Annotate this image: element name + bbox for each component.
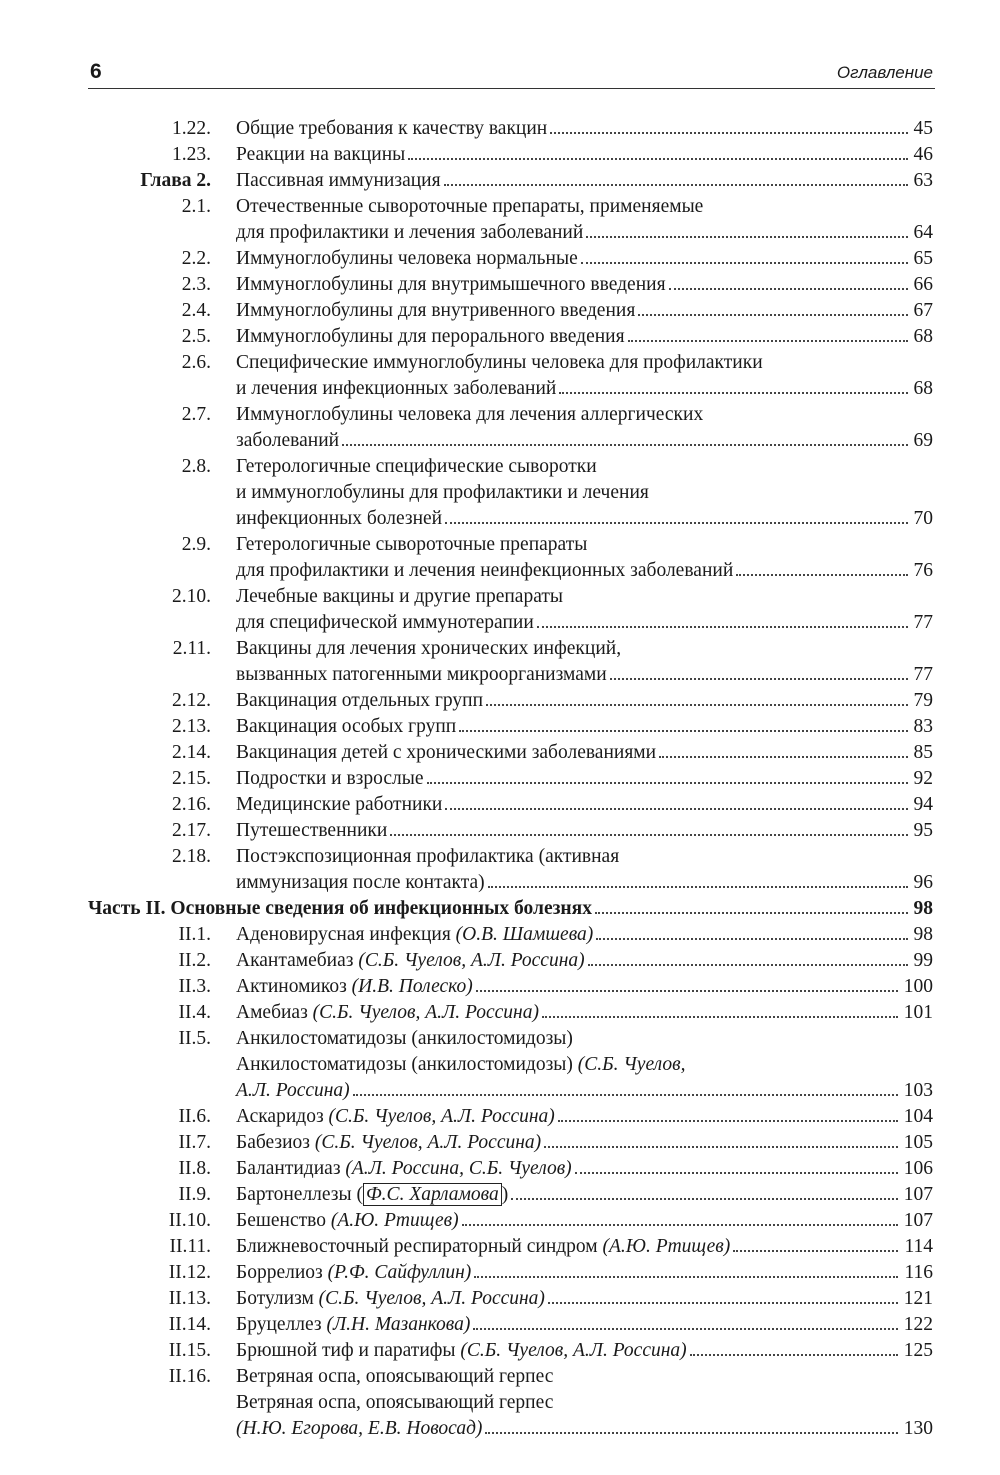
toc-entry-page: 45 (913, 118, 933, 139)
toc-entry-page: 107 (903, 1210, 933, 1231)
toc-entry-last-line (236, 714, 933, 740)
toc-entry-page: 114 (904, 1236, 933, 1257)
toc-entry-body (236, 142, 933, 168)
running-header (88, 60, 935, 89)
toc-entry-number: II.16. (168, 1366, 211, 1387)
toc-entry-page: 104 (903, 1106, 933, 1127)
toc-entry-body (236, 402, 933, 454)
toc-entry-last-line (236, 1130, 933, 1156)
toc-entry-page: 85 (913, 742, 933, 763)
toc-entry-title: Реакции на вакцины (236, 144, 406, 165)
toc-entry-page: 100 (903, 976, 933, 997)
dot-leader (586, 236, 907, 238)
toc-entry-title: Аскаридоз (С.Б. Чуелов, А.Л. Россина) (236, 1106, 555, 1127)
dot-leader (669, 288, 908, 290)
toc-entry-author: А.Л. Россина) (236, 1080, 350, 1101)
toc-entry (88, 142, 933, 168)
dot-leader (550, 132, 907, 134)
toc-entry-body (236, 1026, 933, 1104)
toc-entry-page: 103 (903, 1080, 933, 1101)
toc-entry-title: Вакцинация особых групп (236, 716, 457, 737)
toc-entry-title: Бруцеллез (Л.Н. Мазанкова) (236, 1314, 471, 1335)
toc-entry (88, 922, 933, 948)
toc-entry-page: 77 (913, 612, 933, 633)
toc-entry-title: Бешенство (А.Ю. Ртищев) (236, 1210, 459, 1231)
dot-leader (408, 158, 907, 160)
toc-entry (88, 792, 933, 818)
toc-entry-page: 98 (913, 898, 933, 919)
toc-entry-body (236, 324, 933, 350)
toc-entry-page: 79 (913, 690, 933, 711)
toc-entry-page: 66 (913, 274, 933, 295)
toc-entry-number: 1.23. (172, 144, 211, 165)
toc-entry (88, 402, 933, 454)
dot-leader (445, 522, 907, 524)
toc-entry-title: Часть II. Основные сведения об инфекционных болезнях (88, 898, 592, 919)
toc-entry-title: Медицинские работники (236, 794, 443, 815)
toc-entry-last-line (236, 142, 933, 168)
toc-entry-title: Боррелиоз (Р.Ф. Сайфуллин) (236, 1262, 472, 1283)
dot-leader (544, 1146, 898, 1148)
toc-entry-number: 2.7. (181, 404, 211, 425)
toc-entry-last-line (236, 1234, 933, 1260)
toc-entry-number: 2.12. (172, 690, 211, 711)
toc-entry-last-line (88, 896, 933, 922)
toc-entry-line: Гетерологичные специфические сыворотки (236, 456, 597, 477)
toc-entry-number: 2.18. (172, 846, 211, 867)
toc-entry-title: иммунизация после контакта) (236, 872, 485, 893)
toc-entry-page: 99 (913, 950, 933, 971)
toc-entry-body (236, 1000, 933, 1026)
toc-entry-body (236, 454, 933, 532)
toc-entry-body (236, 818, 933, 844)
section-title: Оглавление (836, 63, 933, 82)
toc-entry-title: для специфической иммунотерапии (236, 612, 534, 633)
toc-entry (88, 168, 933, 194)
toc-entry-title: Бартонеллезы ( Ф.С. Харламова ) (236, 1184, 509, 1205)
toc-entry-title: Аденовирусная инфекция (О.В. Шамшева) (236, 924, 594, 945)
toc-entry-page: 101 (903, 1002, 933, 1023)
toc-entry-page: 107 (903, 1184, 933, 1205)
toc-entry-last-line (236, 1286, 933, 1312)
toc-entry-number: 2.13. (172, 716, 211, 737)
toc-entry-page: 46 (913, 144, 933, 165)
dot-leader (511, 1198, 898, 1200)
toc-entry-author: (С.Б. Чуелов, А.Л. Россина) (328, 1106, 555, 1127)
toc-entry-number: II.14. (168, 1314, 211, 1335)
toc-entry-number: II.13. (168, 1288, 211, 1309)
toc-entry-body (236, 350, 933, 402)
toc-entry-number: 2.3. (181, 274, 211, 295)
toc-entry (88, 1364, 933, 1442)
toc-entry-number: 2.2. (181, 248, 211, 269)
toc-entry-number: 2.5. (181, 326, 211, 347)
toc-entry-line: Ветряная оспа, опоясывающий герпес (236, 1392, 554, 1413)
toc-entry-author: (А.Ю. Ртищев) (602, 1236, 731, 1257)
toc-entry-number: 2.1. (181, 196, 211, 217)
toc-entry-author: (А.Ю. Ртищев) (330, 1210, 459, 1231)
toc-entry-author: (С.Б. Чуелов, (577, 1054, 686, 1075)
toc-entry-author: (С.Б. Чуелов, А.Л. Россина) (314, 1132, 542, 1153)
toc-entry-line: Анкилостоматидозы (анкилостомидозы) (236, 1028, 573, 1049)
toc-entry-last-line (236, 610, 933, 636)
toc-entry-author: (Н.Ю. Егорова, Е.В. Новосад) (236, 1418, 483, 1439)
toc-entry-body (236, 1156, 933, 1182)
toc-entry-last-line (236, 792, 933, 818)
toc-entry-body (236, 922, 933, 948)
toc-entry-body (236, 1208, 933, 1234)
toc-entry-number: 2.10. (172, 586, 211, 607)
toc-entry-body (236, 844, 933, 896)
toc-entry (88, 1000, 933, 1026)
dot-leader (476, 990, 898, 992)
toc-entry-last-line (236, 324, 933, 350)
dot-leader (462, 1224, 898, 1226)
toc-entry (88, 1312, 933, 1338)
toc-entry-title: Иммуноглобулины для перорального введения (236, 326, 625, 347)
dot-leader (353, 1094, 898, 1096)
toc-entry-body (236, 272, 933, 298)
toc-entry-number: II.1. (178, 924, 211, 945)
toc-entry-author: Ф.С. Харламова (363, 1183, 502, 1206)
dot-leader (548, 1302, 898, 1304)
toc-entry-last-line (236, 116, 933, 142)
toc-entry-number: 2.4. (181, 300, 211, 321)
toc-entry (88, 844, 933, 896)
table-of-contents (88, 116, 933, 1442)
toc-entry (88, 1338, 933, 1364)
toc-entry (88, 532, 933, 584)
toc-entry-last-line (236, 1104, 933, 1130)
toc-entry-title: Брюшной тиф и паратифы (С.Б. Чуелов, А.Л. Россина) (236, 1340, 687, 1361)
toc-entry-page: 76 (913, 560, 933, 581)
toc-entry-page: 96 (913, 872, 933, 893)
dot-leader (427, 782, 908, 784)
toc-entry-title: Амебиаз (С.Б. Чуелов, А.Л. Россина) (236, 1002, 539, 1023)
toc-entry-line: Вакцины для лечения хронических инфекций, (236, 638, 622, 659)
toc-entry-last-line (236, 428, 933, 454)
toc-entry-title: Ботулизм (С.Б. Чуелов, А.Л. Россина) (236, 1288, 545, 1309)
toc-entry-number: 2.17. (172, 820, 211, 841)
toc-entry-line: Постэкспозиционная профилактика (активная (236, 846, 620, 867)
toc-entry-author: (С.Б. Чуелов, А.Л. Россина) (312, 1002, 539, 1023)
toc-entry-last-line (236, 1156, 933, 1182)
toc-entry-body (236, 1104, 933, 1130)
toc-entry-last-line (236, 1338, 933, 1364)
toc-entry-page: 122 (903, 1314, 933, 1335)
toc-entry (88, 1208, 933, 1234)
toc-entry-title: Подростки и взрослые (236, 768, 424, 789)
toc-entry-body (236, 1130, 933, 1156)
toc-entry-author: (О.В. Шамшева) (455, 924, 594, 945)
toc-entry-page: 121 (903, 1288, 933, 1309)
dot-leader (588, 964, 908, 966)
dot-leader (488, 886, 908, 888)
toc-entry-number: II.4. (178, 1002, 211, 1023)
toc-entry-body (236, 1234, 933, 1260)
toc-entry-page: 64 (913, 222, 933, 243)
toc-entry-title: Вакцинация детей с хроническими заболеваниями (236, 742, 657, 763)
toc-entry (88, 766, 933, 792)
toc-entry (88, 454, 933, 532)
toc-entry-number: II.3. (178, 976, 211, 997)
dot-leader (736, 574, 907, 576)
toc-entry-page: 95 (913, 820, 933, 841)
toc-entry-title: Балантидиаз (А.Л. Россина, С.Б. Чуелов) (236, 1158, 572, 1179)
toc-entry-line: Специфические иммуноглобулины человека для профилактики (236, 352, 763, 373)
toc-entry-line: Лечебные вакцины и другие препараты (236, 586, 563, 607)
dot-leader (596, 938, 907, 940)
toc-entry-last-line (236, 168, 933, 194)
toc-entry-number: 2.14. (172, 742, 211, 763)
dot-leader (638, 314, 907, 316)
toc-entry (88, 116, 933, 142)
toc-entry-body (236, 298, 933, 324)
toc-entry (88, 1104, 933, 1130)
dot-leader (559, 392, 907, 394)
toc-entry-last-line (236, 272, 933, 298)
toc-entry-number: 2.9. (181, 534, 211, 555)
toc-entry-title: Вакцинация отдельных групп (236, 690, 484, 711)
dot-leader (575, 1172, 898, 1174)
toc-entry-number: II.7. (178, 1132, 211, 1153)
toc-entry-body (236, 584, 933, 636)
toc-entry-line: Иммуноглобулины человека для лечения аллергических (236, 404, 704, 425)
dot-leader (537, 626, 908, 628)
toc-entry-body (236, 194, 933, 246)
toc-entry (88, 740, 933, 766)
toc-entry-last-line (236, 922, 933, 948)
toc-entry-page: 105 (903, 1132, 933, 1153)
toc-entry (88, 948, 933, 974)
dot-leader (445, 808, 907, 810)
toc-entry-author: (С.Б. Чуелов, А.Л. Россина) (318, 1288, 545, 1309)
dot-leader (486, 704, 907, 706)
toc-entry-title (236, 1078, 350, 1104)
toc-entry-page: 106 (903, 1158, 933, 1179)
toc-entry-number: 2.6. (181, 352, 211, 373)
toc-entry-page: 98 (913, 924, 933, 945)
toc-entry-page: 92 (913, 768, 933, 789)
toc-entry (88, 1130, 933, 1156)
toc-entry-body (236, 974, 933, 1000)
toc-entry-last-line (236, 1000, 933, 1026)
toc-entry-title: Путешественники (236, 820, 388, 841)
toc-entry-title: Пассивная иммунизация (236, 170, 441, 191)
toc-entry-title: Актиномикоз (И.В. Полеско) (236, 976, 473, 997)
toc-entry (88, 246, 933, 272)
toc-entry (88, 688, 933, 714)
toc-entry-body (88, 896, 933, 922)
toc-entry-body (236, 532, 933, 584)
dot-leader (628, 340, 908, 342)
toc-entry-last-line (236, 298, 933, 324)
toc-entry-body (236, 688, 933, 714)
toc-entry-author: (И.В. Полеско) (351, 976, 473, 997)
toc-entry-page: 70 (913, 508, 933, 529)
toc-entry-body (236, 1312, 933, 1338)
toc-entry (88, 194, 933, 246)
toc-entry-number: II.5. (178, 1028, 211, 1049)
toc-entry-title: Акантамебиаз (С.Б. Чуелов, А.Л. Россина) (236, 950, 585, 971)
toc-entry (88, 636, 933, 688)
toc-entry-body (236, 1338, 933, 1364)
toc-entry (88, 1156, 933, 1182)
toc-entry-line: и иммуноглобулины для профилактики и лечения (236, 482, 649, 503)
toc-entry-last-line (236, 974, 933, 1000)
toc-entry-number: 2.15. (172, 768, 211, 789)
toc-entry-author: (А.Л. Россина, С.Б. Чуелов) (345, 1158, 572, 1179)
toc-entry-body (236, 766, 933, 792)
toc-entry-title: Иммуноглобулины человека нормальные (236, 248, 578, 269)
toc-entry (88, 1286, 933, 1312)
dot-leader (595, 912, 908, 914)
toc-entry (88, 714, 933, 740)
toc-entry-page: 83 (913, 716, 933, 737)
toc-entry-body (236, 116, 933, 142)
toc-entry-title: для профилактики и лечения заболеваний (236, 222, 584, 243)
toc-entry-body (236, 740, 933, 766)
toc-entry-last-line (236, 766, 933, 792)
dot-leader (542, 1016, 898, 1018)
toc-entry (88, 1182, 933, 1208)
dot-leader (690, 1354, 898, 1356)
toc-entry-number: II.8. (178, 1158, 211, 1179)
toc-entry-page: 69 (913, 430, 933, 451)
toc-entry-last-line (236, 740, 933, 766)
toc-entry-last-line (236, 1260, 933, 1286)
toc-entry-page: 67 (913, 300, 933, 321)
dot-leader (473, 1328, 897, 1330)
toc-entry-number: II.2. (178, 950, 211, 971)
toc-entry-page: 77 (913, 664, 933, 685)
toc-entry-last-line (236, 818, 933, 844)
dot-leader (485, 1432, 897, 1434)
toc-entry-title: Иммуноглобулины для внутримышечного введения (236, 274, 666, 295)
toc-entry (88, 818, 933, 844)
toc-entry-author: (С.Б. Чуелов, А.Л. Россина) (358, 950, 585, 971)
toc-entry (88, 584, 933, 636)
toc-entry-page: 116 (904, 1262, 933, 1283)
toc-entry-body (236, 1364, 933, 1442)
dot-leader (459, 730, 907, 732)
toc-entry-page: 94 (913, 794, 933, 815)
dot-leader (474, 1276, 898, 1278)
toc-entry-number: 1.22. (172, 118, 211, 139)
toc-entry-last-line (236, 246, 933, 272)
toc-entry-number: II.6. (178, 1106, 211, 1127)
toc-entry-line: Гетерологичные сывороточные препараты (236, 534, 588, 555)
toc-entry-page: 65 (913, 248, 933, 269)
toc-entry (88, 1234, 933, 1260)
toc-entry-body (236, 1260, 933, 1286)
toc-entry-author: (Р.Ф. Сайфуллин) (327, 1262, 472, 1283)
toc-entry-title: заболеваний (236, 430, 340, 451)
toc-entry-body (236, 246, 933, 272)
toc-entry-line: Анкилостоматидозы (анкилостомидозы) (С.Б. Чуелов, (236, 1054, 686, 1075)
toc-entry-last-line (236, 1312, 933, 1338)
toc-entry-body (236, 792, 933, 818)
toc-entry-number: Глава 2. (140, 170, 211, 191)
toc-entry-last-line (236, 688, 933, 714)
toc-entry-last-line (236, 1416, 933, 1442)
toc-entry-title: инфекционных болезней (236, 508, 443, 529)
toc-entry-number: 2.8. (181, 456, 211, 477)
toc-entry-line: Ветряная оспа, опоясывающий герпес (236, 1366, 554, 1387)
dot-leader (659, 756, 907, 758)
toc-entry-line: Отечественные сывороточные препараты, применяемые (236, 196, 704, 217)
toc-entry-page: 63 (913, 170, 933, 191)
toc-entry-last-line (236, 506, 933, 532)
toc-entry (88, 1260, 933, 1286)
toc-entry-author: (С.Б. Чуелов, А.Л. Россина) (460, 1340, 687, 1361)
toc-entry-body (236, 1286, 933, 1312)
toc-entry-body (236, 636, 933, 688)
toc-entry-page: 68 (913, 378, 933, 399)
dot-leader (390, 834, 907, 836)
toc-entry-title: Ближневосточный респираторный синдром (А.Ю. Ртищев) (236, 1236, 731, 1257)
toc-entry-title: Бабезиоз (С.Б. Чуелов, А.Л. Россина) (236, 1132, 542, 1153)
toc-entry-page: 130 (903, 1418, 933, 1439)
dot-leader (558, 1120, 898, 1122)
toc-entry-title: вызванных патогенными микроорганизмами (236, 664, 607, 685)
toc-entry-last-line (236, 220, 933, 246)
toc-entry-body (236, 168, 933, 194)
toc-entry-page: 125 (903, 1340, 933, 1361)
toc-entry-body (236, 948, 933, 974)
toc-entry-last-line (236, 662, 933, 688)
toc-entry-body (236, 714, 933, 740)
toc-entry-title: Иммуноглобулины для внутривенного введения (236, 300, 636, 321)
toc-entry-body (236, 1182, 933, 1208)
dot-leader (733, 1250, 898, 1252)
toc-entry-last-line (236, 870, 933, 896)
toc-entry-last-line (236, 376, 933, 402)
dot-leader (444, 184, 908, 186)
toc-entry-last-line (236, 948, 933, 974)
toc-entry-number: 2.11. (172, 638, 211, 659)
toc-entry-last-line (236, 558, 933, 584)
toc-entry (88, 350, 933, 402)
toc-entry (88, 1026, 933, 1104)
toc-entry-title: для профилактики и лечения неинфекционных заболеваний (236, 560, 734, 581)
toc-entry (88, 324, 933, 350)
toc-entry-page: 68 (913, 326, 933, 347)
toc-entry-author: (Л.Н. Мазанкова) (326, 1314, 471, 1335)
toc-entry-last-line (236, 1078, 933, 1104)
toc-entry (88, 896, 933, 922)
toc-entry-last-line (236, 1208, 933, 1234)
toc-entry-number: II.11. (169, 1236, 211, 1257)
toc-entry-number: 2.16. (172, 794, 211, 815)
page-number: 6 (90, 60, 102, 83)
toc-entry-last-line (236, 1182, 933, 1208)
toc-entry-number: II.15. (168, 1340, 211, 1361)
toc-entry (88, 974, 933, 1000)
dot-leader (342, 444, 907, 446)
toc-entry-number: II.9. (178, 1184, 211, 1205)
toc-entry-number: II.12. (168, 1262, 211, 1283)
dot-leader (581, 262, 908, 264)
toc-entry-title: Общие требования к качеству вакцин (236, 118, 548, 139)
toc-entry-title (236, 1416, 482, 1442)
toc-entry (88, 272, 933, 298)
toc-entry-title: и лечения инфекционных заболеваний (236, 378, 557, 399)
toc-entry (88, 298, 933, 324)
toc-entry-number: II.10. (168, 1210, 211, 1231)
dot-leader (610, 678, 908, 680)
